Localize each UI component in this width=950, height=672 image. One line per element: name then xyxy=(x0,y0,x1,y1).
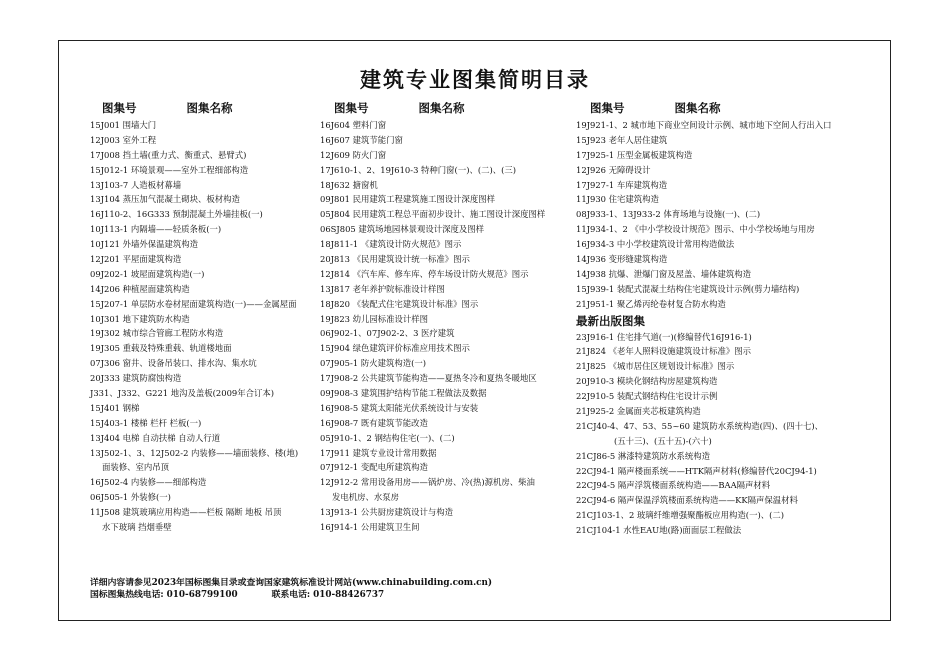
catalog-entry: (五十三)、(五十五)-(六十) xyxy=(614,435,712,446)
catalog-entry: 发电机房、水泵房 xyxy=(332,492,399,503)
catalog-entry: 10J113-1 内隔墙——轻质条板(一) xyxy=(90,224,222,235)
catalog-entry: 16J502-4 内装修——细部构造 xyxy=(90,477,207,488)
catalog-entry: 19J305 重载及特殊重载、轨道楼地面 xyxy=(90,343,232,354)
catalog-entry: 15J207-1 单层防水卷材屋面建筑构造(一)——金属屋面 xyxy=(90,298,297,309)
catalog-entry: 面装修、室内吊顶 xyxy=(102,462,169,473)
catalog-entry: 06J902-1、07J902-2、3 医疗建筑 xyxy=(320,328,455,339)
header-name: 图集名称 xyxy=(186,101,233,115)
catalog-entry: 15J923 老年人居住建筑 xyxy=(576,134,668,145)
catalog-entry: 13J502-1、3、12J502-2 内装修——墙面装修、楼(地) xyxy=(90,447,299,458)
catalog-entry: 15J001 围墙大门 xyxy=(90,120,157,130)
catalog-entry: J331、J332、G221 地沟及盖板(2009年合订本) xyxy=(90,388,274,399)
catalog-entry: 17J927-1 车库建筑构造 xyxy=(576,179,668,190)
catalog-entry: 07J905-1 防火建筑构造(一) xyxy=(320,358,426,369)
catalog-entry: 06SJ805 建筑场地园林景观设计深度及图样 xyxy=(320,224,485,235)
catalog-entry: 14J936 变形缝建筑构造 xyxy=(576,254,668,265)
catalog-entry: 12J912-2 常用设备用房——锅炉房、冷(热)源机房、柴油 xyxy=(320,477,535,488)
catalog-entry: 12J201 平屋面建筑构造 xyxy=(90,254,182,265)
catalog-entry: 07J912-1 变配电所建筑构造 xyxy=(320,462,428,473)
section-new-publications: 最新出版图集 xyxy=(576,313,645,328)
catalog-entry: 13J404 电梯 自动扶梯 自动人行道 xyxy=(90,432,221,443)
catalog-entry: 07J306 窗井、设备吊装口、排水沟、集水坑 xyxy=(90,358,257,369)
catalog-entry: 16J914-1 公用建筑卫生间 xyxy=(320,522,420,533)
catalog-list-3 xyxy=(576,118,832,312)
catalog-entry: 17J908-2 公共建筑节能构造——夏热冬冷和夏热冬暖地区 xyxy=(320,373,537,384)
catalog-entry: 21CJ103-1、2 玻璃纤维增强聚酯板应用构造(一)、(二) xyxy=(576,510,784,521)
catalog-entry: 09J202-1 坡屋面建筑构造(一) xyxy=(90,268,205,279)
catalog-entry: 18J811-1 《建筑设计防火规范》图示 xyxy=(320,239,462,250)
catalog-entry: 15J403-1 楼梯 栏杆 栏板(一) xyxy=(90,417,202,428)
catalog-entry: 13J913-1 公共厨房建筑设计与构造 xyxy=(320,507,453,518)
footer-contact: 联系电话: 010-88426737 xyxy=(271,590,385,600)
catalog-entry: 23J916-1 住宅排气道(一)(修编替代16J916-1) xyxy=(576,331,752,342)
catalog-entry: 21J825 《城市居住区规划设计标准》图示 xyxy=(576,361,735,372)
catalog-entry: 11J930 住宅建筑构造 xyxy=(576,194,659,205)
catalog-entry: 10J121 外墙外保温建筑构造 xyxy=(90,239,199,250)
header-name: 图集名称 xyxy=(674,101,721,115)
catalog-entry: 16J908-7 既有建筑节能改造 xyxy=(320,417,428,428)
catalog-entry: 16J604 塑料门窗 xyxy=(320,120,387,130)
header-code: 图集号 xyxy=(102,101,137,115)
catalog-entry: 21CJ104-1 水性EAU地(路)面面层工程做法 xyxy=(576,525,742,536)
catalog-entry: 21CJ40-4、47、53、55~60 建筑防水系统构造(四)、(四十七)、 xyxy=(576,420,823,431)
catalog-entry: 21J824 《老年人照料设施建筑设计标准》图示 xyxy=(576,346,752,357)
catalog-entry: 20J813 《民用建筑设计统一标准》图示 xyxy=(320,254,470,265)
catalog-entry: 16J934-3 中小学校建筑设计常用构造做法 xyxy=(576,239,735,250)
catalog-entry: 17J911 建筑专业设计常用数据 xyxy=(320,447,437,458)
catalog-entry: 12J609 防火门窗 xyxy=(320,149,387,160)
page-title: 建筑专业图集简明目录 xyxy=(360,68,590,92)
footer xyxy=(90,577,492,601)
catalog-entry: 15J939-1 装配式混凝土结构住宅建筑设计示例(剪力墙结构) xyxy=(576,283,800,294)
catalog-entry: 16J110-2、16G333 预制混凝土外墙挂板(一) xyxy=(90,209,263,220)
catalog-entry: 22CJ94-1 隔声楼面系统——HTK隔声材料(修编替代20CJ94-1) xyxy=(576,465,817,476)
catalog-entry: 水下玻璃 挡烟垂壁 xyxy=(102,522,172,533)
catalog-entry: 11J508 建筑玻璃应用构造——栏板 隔断 地板 吊顶 xyxy=(90,507,282,518)
catalog-column-3 xyxy=(576,100,832,538)
header-name: 图集名称 xyxy=(418,101,465,115)
catalog-column-2 xyxy=(320,100,545,535)
column-header xyxy=(320,100,545,118)
catalog-entry: 12J003 室外工程 xyxy=(90,134,157,145)
catalog-entry: 14J938 抗爆、泄爆门窗及屋盖、墙体建筑构造 xyxy=(576,268,752,279)
catalog-entry: 05J804 民用建筑工程总平面初步设计、施工图设计深度图样 xyxy=(320,209,546,220)
catalog-entry: 12J926 无障碍设计 xyxy=(576,164,651,175)
catalog-entry: 18J632 搪窗机 xyxy=(320,179,378,190)
catalog-entry: 19J823 幼儿园标准设计样图 xyxy=(320,313,429,324)
catalog-list-2 xyxy=(320,118,545,535)
catalog-entry: 06J505-1 外装修(一) xyxy=(90,492,171,503)
catalog-entry: 14J206 种植屋面建筑构造 xyxy=(90,283,190,294)
catalog-entry: 20J910-3 模块化钢结构房屋建筑构造 xyxy=(576,376,718,387)
catalog-entry: 17J610-1、2、19J610-3 特种门窗(一)、(二)、(三) xyxy=(320,164,517,175)
catalog-entry: 22CJ94-6 隔声保温浮筑楼面系统构造——KK隔声保温材料 xyxy=(576,495,798,506)
catalog-entry: 13J817 老年养护院标准设计样图 xyxy=(320,283,445,294)
footer-phones xyxy=(90,589,492,601)
catalog-entry: 15J904 绿色建筑评价标准应用技术图示 xyxy=(320,343,470,354)
header-code: 图集号 xyxy=(590,101,625,115)
catalog-entry: 09J908-3 建筑围护结构节能工程做法及数据 xyxy=(320,388,487,399)
catalog-list-1 xyxy=(90,118,298,535)
catalog-entry: 13J103-7 人造板材幕墙 xyxy=(90,179,182,190)
catalog-list-new xyxy=(576,330,832,538)
catalog-entry: 22J910-5 装配式钢结构住宅设计示例 xyxy=(576,391,718,402)
column-header xyxy=(90,100,298,118)
catalog-entry: 09J801 民用建筑工程建筑施工图设计深度图样 xyxy=(320,194,496,205)
catalog-entry: 21CJ86-5 淋漆特建筑防水系统构造 xyxy=(576,450,711,461)
catalog-entry: 22CJ94-5 隔声浮筑楼面系统构造——BAA隔声材料 xyxy=(576,480,771,491)
catalog-entry: 12J814 《汽车库、修车库、停车场设计防火规范》图示 xyxy=(320,268,529,279)
catalog-entry: 08J933-1、13J933-2 体育场地与设施(一)、(二) xyxy=(576,209,761,220)
catalog-entry: 15J012-1 环境景观——室外工程细部构造 xyxy=(90,164,249,175)
catalog-entry: 19J302 城市综合管廊工程防水构造 xyxy=(90,328,224,339)
header-code: 图集号 xyxy=(334,101,369,115)
catalog-entry: 21J951-1 聚乙烯丙纶卷材复合防水构造 xyxy=(576,298,726,309)
catalog-entry: 16J908-5 建筑太阳能光伏系统设计与安装 xyxy=(320,402,479,413)
catalog-entry: 17J925-1 压型金属板建筑构造 xyxy=(576,149,693,160)
catalog-entry: 05J910-1、2 钢结构住宅(一)、(二) xyxy=(320,432,455,443)
catalog-entry: 19J921-1、2 城市地下商业空间设计示例、城市地下空间人行出入口 xyxy=(576,120,832,130)
catalog-entry: 16J607 建筑节能门窗 xyxy=(320,134,403,145)
column-header xyxy=(576,100,832,118)
catalog-entry: 18J820 《装配式住宅建筑设计标准》图示 xyxy=(320,298,479,309)
catalog-entry: 15J401 钢梯 xyxy=(90,402,140,413)
footer-website-note: 详细内容请参见2023年国标图集目录或查询国家建筑标准设计网站(www.chinabuilding.com.cn) xyxy=(90,578,493,588)
catalog-column-1 xyxy=(90,100,298,535)
catalog-entry: 11J934-1、2 《中小学校设计规范》图示、中小学校场地与用房 xyxy=(576,224,815,235)
catalog-entry: 10J301 地下建筑防水构造 xyxy=(90,313,190,324)
footer-hotline: 国标图集热线电话: 010-68799100 xyxy=(90,590,238,600)
catalog-entry: 20J333 建筑防腐蚀构造 xyxy=(90,373,182,384)
catalog-entry: 17J008 挡土墙(重力式、衡重式、悬臂式) xyxy=(90,149,247,160)
catalog-entry: 13J104 蒸压加气混凝土砌块、板材构造 xyxy=(90,194,240,205)
catalog-entry: 21J925-2 金属面夹芯板建筑构造 xyxy=(576,406,701,417)
